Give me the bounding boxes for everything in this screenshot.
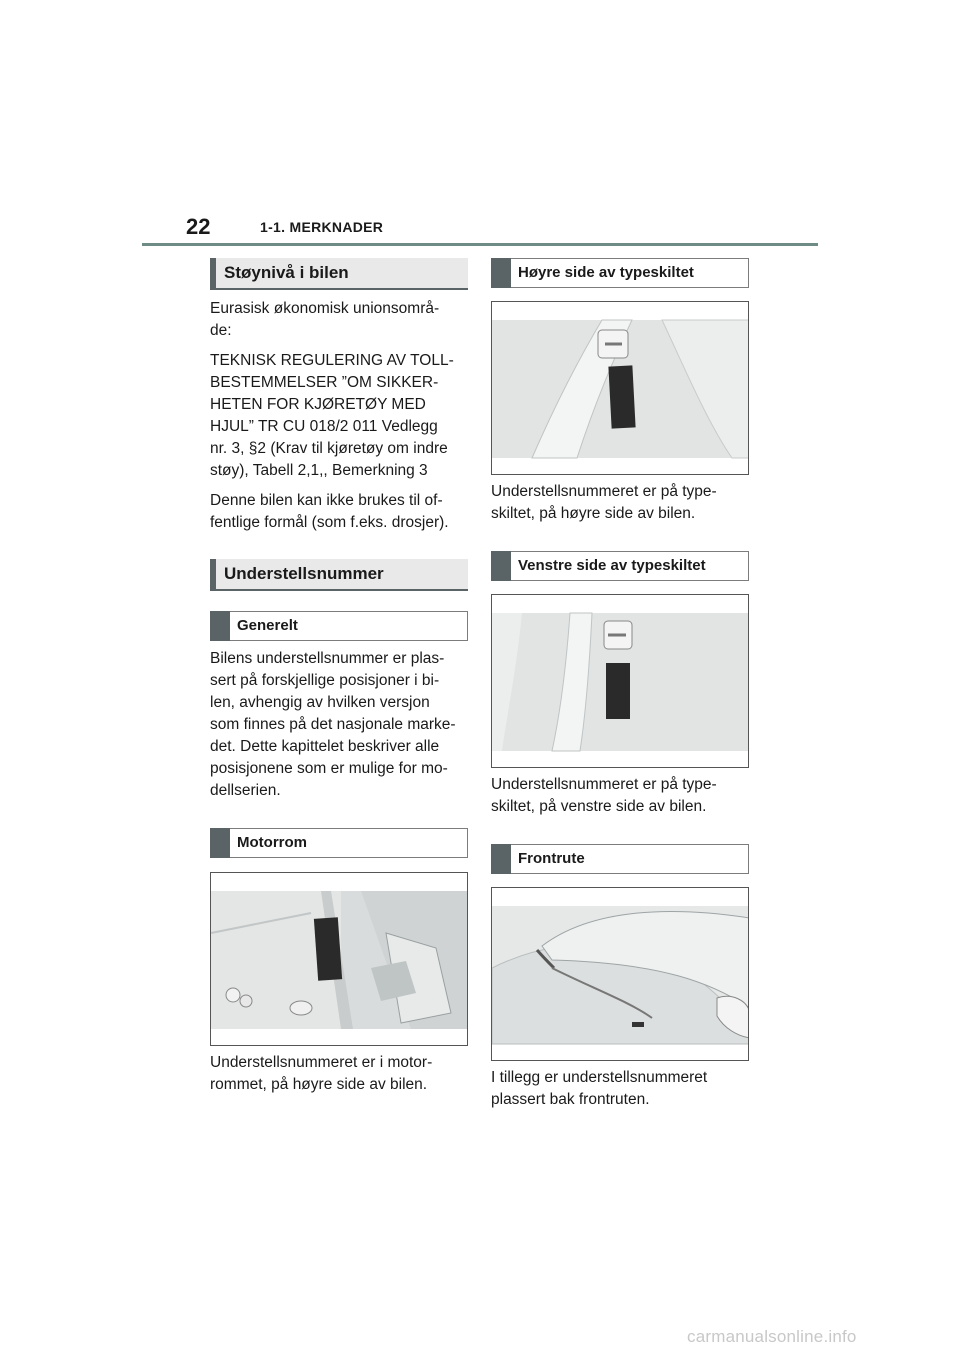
subheading-general: Generelt — [210, 611, 468, 641]
section-heading-noise: Støynivå i bilen — [210, 258, 468, 290]
subheading-engine: Motorrom — [210, 828, 468, 858]
noise-paragraph-3: Denne bilen kan ikke brukes til of- fentlige formål (som f.eks. drosjer). — [210, 492, 449, 531]
right-plate-image — [491, 301, 749, 475]
right-plate-caption: Understellsnummeret er på type- skiltet, på høyre side av bilen. — [491, 483, 717, 522]
chapter-title: 1-1. MERKNADER — [260, 219, 384, 235]
left-column — [210, 258, 468, 1096]
general-paragraph: Bilens understellsnummer er plas- sert på forskjellige posisjoner i bi- len, avhengig av hvilken versjon som finnes på det nasjonale marke- det. Dette kapittelet beskriver alle posisjonene som er mulige for mo- dellserien. — [210, 650, 456, 799]
left-plate-caption: Understellsnummeret er på type- skiltet, på venstre side av bilen. — [491, 776, 717, 815]
left-plate-image — [491, 594, 749, 768]
windshield-caption: I tillegg er understellsnummeret plassert bak frontruten. — [491, 1069, 708, 1108]
windshield-image — [491, 887, 749, 1061]
right-column — [491, 258, 749, 1111]
header-rule — [142, 243, 818, 246]
watermark: carmanualsonline.info — [687, 1327, 857, 1346]
subheading-left-plate: Venstre side av typeskiltet — [491, 551, 749, 581]
engine-caption: Understellsnummeret er i motor- rommet, på høyre side av bilen. — [210, 1054, 433, 1093]
subheading-windshield: Frontrute — [491, 844, 749, 874]
page-number: 22 — [186, 214, 211, 239]
engine-compartment-image — [210, 872, 468, 1046]
subheading-right-plate: Høyre side av typeskiltet — [491, 258, 749, 288]
section-heading-vin: Understellsnummer — [210, 559, 468, 591]
noise-paragraph-1: Eurasisk økonomisk unionsområ- de: — [210, 300, 440, 339]
noise-paragraph-2: TEKNISK REGULERING AV TOLL- BESTEMMELSER ”OM SIKKER- HETEN FOR KJØRETØY MED HJUL” TR CU 018/2 011 Vedlegg nr. 3, §2 (Krav til kjøretøy om indre støy), Tabell 2,1,, Bemerkning 3 — [210, 352, 454, 479]
